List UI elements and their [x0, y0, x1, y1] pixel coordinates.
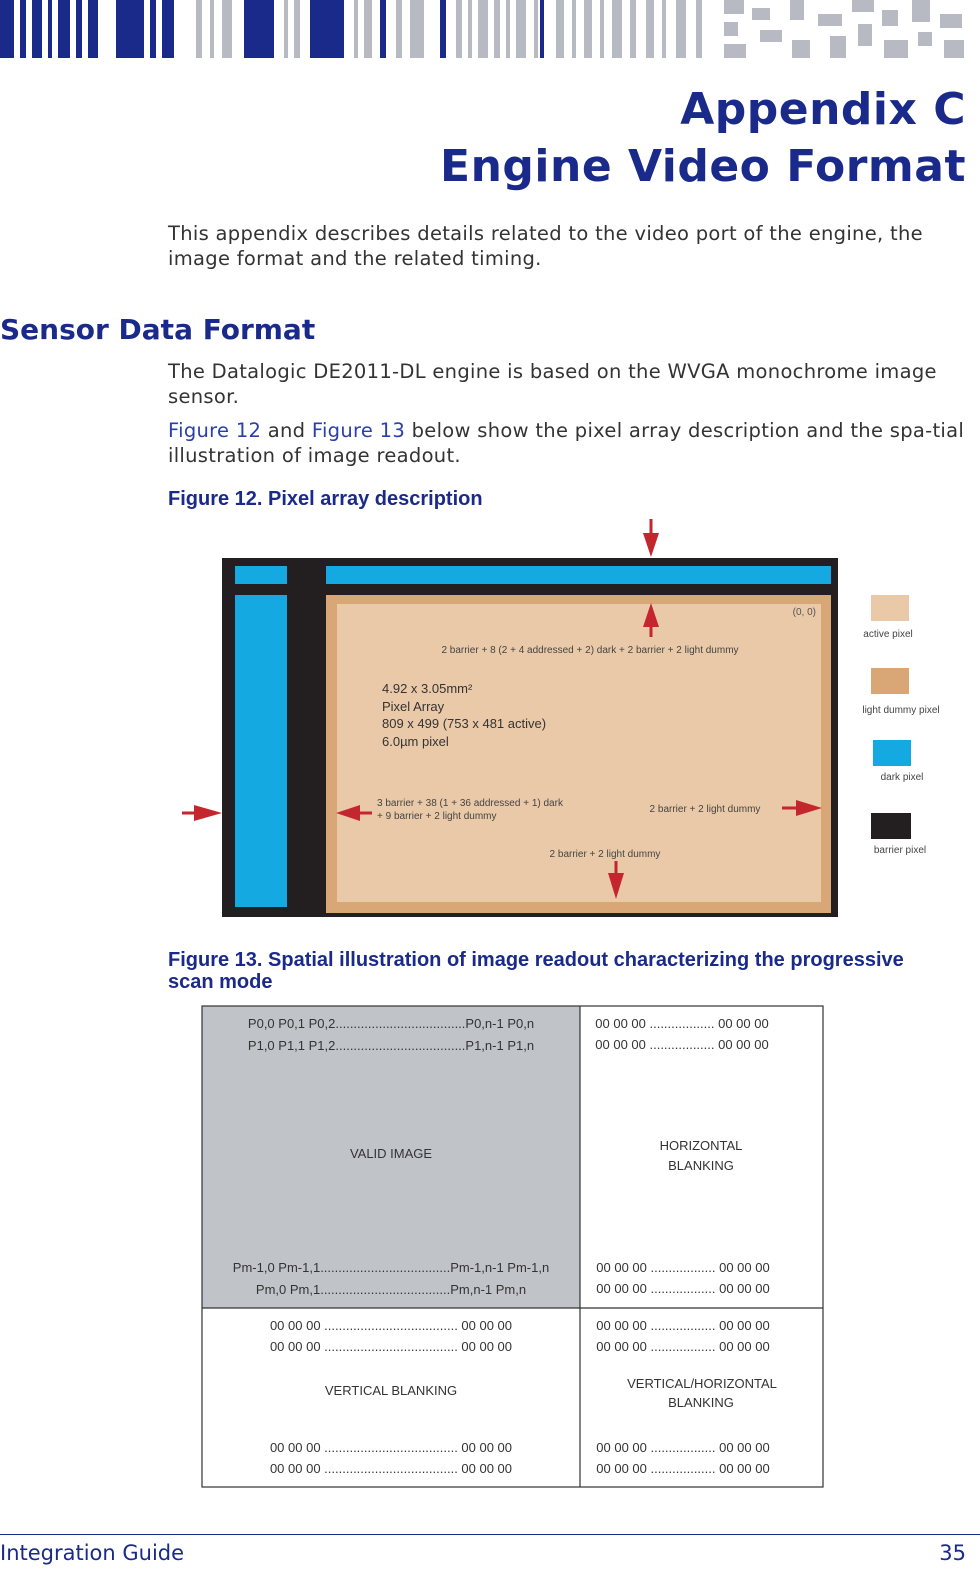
dark-pixel-left-band [235, 595, 287, 907]
arrow-down-top-icon [643, 519, 659, 557]
horizontal-blanking-label-2: BLANKING [668, 1158, 734, 1173]
vertical-blanking-row-2: 00 00 00 ..................................... 00 00 00 [269, 1339, 513, 1354]
intro-paragraph: This appendix describes details related to the video port of the engine, the image format and the related timing. [168, 222, 923, 270]
origin-label: (0, 0) [792, 607, 816, 618]
header-barcode-band [0, 0, 980, 58]
figure-12-link[interactable]: Figure 12 [168, 419, 262, 442]
valid-image-row-2: P1,0 P1,1 P1,2....................................P1,n-1 P1,n [247, 1038, 535, 1053]
vertical-blanking-label: VERTICAL BLANKING [324, 1383, 458, 1398]
figure-12-caption: Figure 12. Pixel array description [168, 488, 483, 510]
valid-image-row-3: Pm-1,0 Pm-1,1....................................Pm-1,n-1 Pm-1,n [232, 1260, 550, 1275]
figure-13-caption [168, 949, 948, 993]
horizontal-blanking-row-3: 00 00 00 .................. 00 00 00 [596, 1260, 770, 1275]
spec-line-4: 6.0µm pixel [382, 734, 449, 749]
figure-13-caption-line-1: Figure 13. Spatial illustration of image readout characterizing the progressive [168, 949, 904, 971]
figure-13-link[interactable]: Figure 13 [311, 419, 406, 442]
legend-swatch-barrier [871, 813, 911, 839]
vh-blanking-label-2: BLANKING [668, 1395, 734, 1410]
dark-pixel-corner [235, 566, 287, 584]
legend-swatch-light-dummy [871, 668, 909, 694]
valid-image-label: VALID IMAGE [349, 1146, 433, 1161]
legend-label-light-dummy: light dummy pixel [862, 705, 940, 716]
section-paragraph-2 [168, 418, 968, 468]
vh-blanking-row-2: 00 00 00 .................. 00 00 00 [596, 1339, 770, 1354]
top-region-label: 2 barrier + 8 (2 + 4 addressed + 2) dark + 2 barrier + 2 light dummy [441, 645, 739, 656]
section-paragraph-1: The Datalogic DE2011-DL engine is based on the WVGA monochrome image sensor. [168, 360, 937, 408]
dark-pixel-top-band [326, 566, 831, 584]
spec-line-2: Pixel Array [382, 699, 445, 714]
section-heading: Sensor Data Format [0, 313, 316, 346]
pixel-array-diagram [0, 515, 980, 935]
arrow-right-outside-icon [182, 805, 222, 821]
vh-blanking-label-1: VERTICAL/HORIZONTAL [627, 1376, 777, 1391]
valid-image-row-1: P0,0 P0,1 P0,2....................................P0,n-1 P0,n [247, 1016, 535, 1031]
footer-page-number: 35 [939, 1541, 966, 1565]
footer-guide-title: Integration Guide [0, 1541, 185, 1565]
legend-label-active: active pixel [863, 629, 913, 640]
footer-divider [0, 1534, 980, 1535]
vertical-blanking-row-1: 00 00 00 ..................................... 00 00 00 [269, 1318, 513, 1333]
horizontal-blanking-row-4: 00 00 00 .................. 00 00 00 [596, 1281, 770, 1296]
paragraph-rest-text: below show the pixel array description and the spa-tial illustration of image readout. [168, 419, 965, 467]
bottom-region-label: 2 barrier + 2 light dummy [549, 849, 661, 860]
readout-diagram [0, 1000, 980, 1500]
spec-line-3: 809 x 499 (753 x 481 active) [382, 716, 547, 731]
vh-blanking-row-3: 00 00 00 .................. 00 00 00 [596, 1440, 770, 1455]
legend-swatch-dark [873, 740, 911, 766]
legend-swatch-active [871, 595, 909, 621]
horizontal-blanking-row-2: 00 00 00 .................. 00 00 00 [595, 1037, 769, 1052]
horizontal-blanking-label-1: HORIZONTAL [659, 1138, 743, 1153]
appendix-title: Appendix C [680, 84, 966, 135]
left-region-label-1: 3 barrier + 38 (1 + 36 addressed + 1) dark [377, 798, 563, 809]
left-region-label-2: + 9 barrier + 2 light dummy [377, 811, 497, 822]
legend-label-dark: dark pixel [880, 772, 924, 783]
spec-line-1: 4.92 x 3.05mm² [382, 681, 473, 696]
horizontal-blanking-row-1: 00 00 00 .................. 00 00 00 [595, 1016, 769, 1031]
right-region-label: 2 barrier + 2 light dummy [649, 804, 761, 815]
conjunction-text: and [267, 419, 306, 442]
valid-image-row-4: Pm,0 Pm,1....................................Pm,n-1 Pm,n [255, 1282, 527, 1297]
vh-blanking-row-4: 00 00 00 .................. 00 00 00 [596, 1461, 770, 1476]
figure-13-caption-line-2: scan mode [168, 971, 273, 993]
vertical-blanking-row-4: 00 00 00 ..................................... 00 00 00 [269, 1461, 513, 1476]
vertical-blanking-row-3: 00 00 00 ..................................... 00 00 00 [269, 1440, 513, 1455]
vh-blanking-row-1: 00 00 00 .................. 00 00 00 [596, 1318, 770, 1333]
legend-label-barrier: barrier pixel [873, 845, 927, 856]
appendix-subtitle: Engine Video Format [440, 141, 966, 192]
